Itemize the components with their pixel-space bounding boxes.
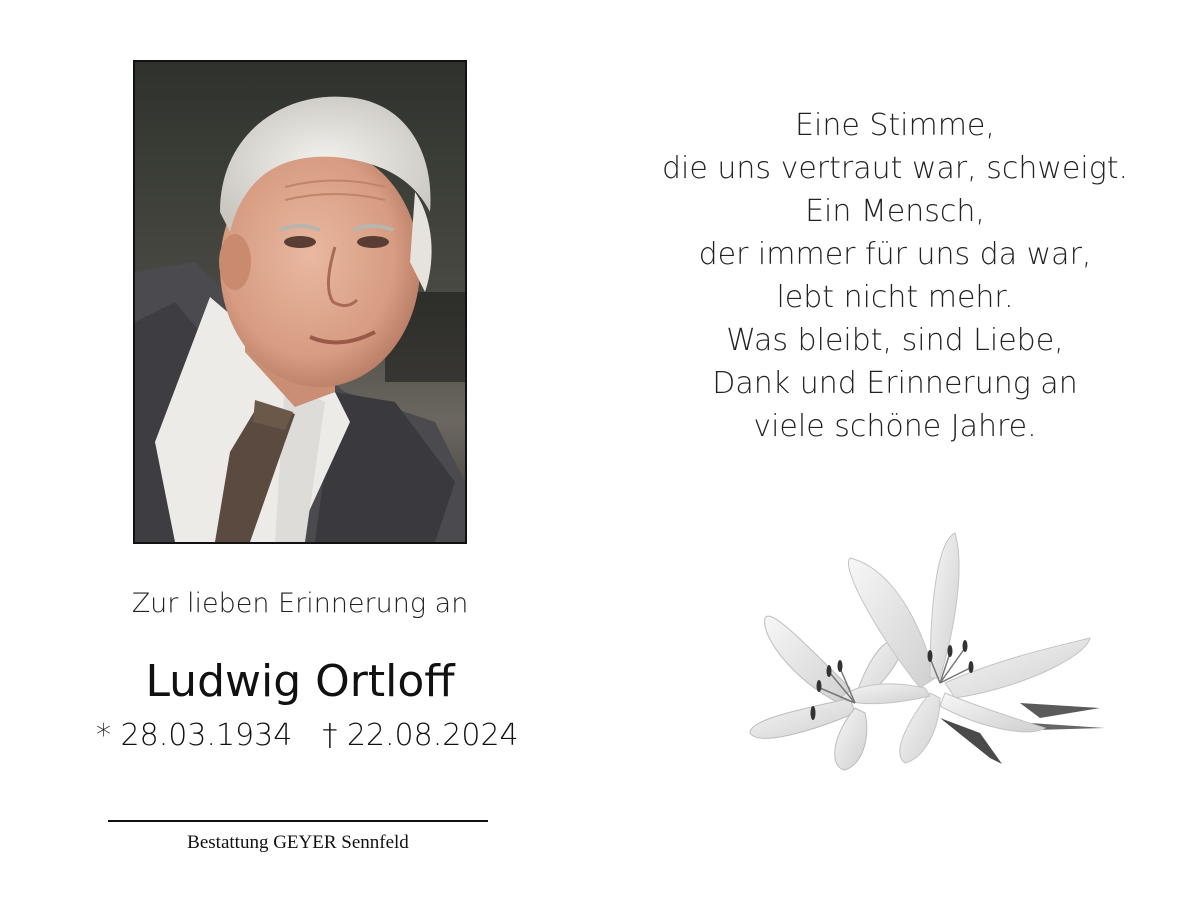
poem-line: Was bleibt, sind Liebe, (726, 323, 1064, 358)
portrait-photo (133, 60, 467, 544)
death-date: † 22.08.2024 (322, 718, 519, 753)
divider-line (108, 820, 488, 822)
poem-line: viele schöne Jahre. (753, 409, 1037, 444)
intro-text: Zur lieben Erinnerung an (131, 588, 469, 619)
poem-line: lebt nicht mehr. (776, 280, 1014, 315)
lily-icon (740, 528, 1110, 778)
poem-line: Dank und Erinnerung an (712, 366, 1078, 401)
birth-date: * 28.03.1934 (96, 718, 293, 753)
deceased-name: Ludwig Ortloff (145, 656, 455, 707)
poem-line: Eine Stimme, (795, 108, 995, 143)
poem-line: Ein Mensch, (805, 194, 985, 229)
poem-line: die uns vertraut war, schweigt. (662, 151, 1128, 186)
undertaker-name: Bestattung GEYER Sennfeld (187, 832, 409, 853)
poem (660, 104, 1130, 448)
poem-line: der immer für uns da war, (698, 237, 1092, 272)
life-dates (96, 718, 519, 753)
